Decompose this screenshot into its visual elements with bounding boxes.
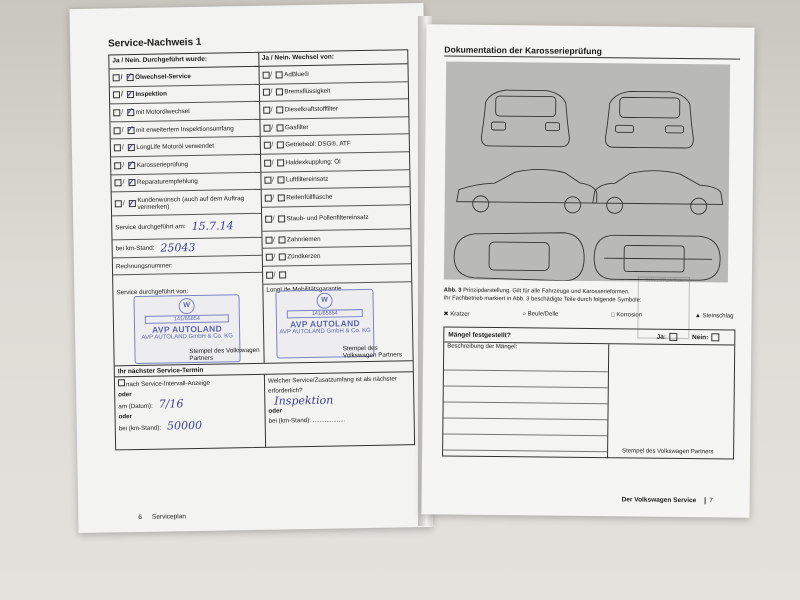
handwritten-next-km: 50000 xyxy=(166,418,203,433)
row-diesel-filter: / Dieselkraftstofffilter xyxy=(260,99,409,119)
checkbox-yes[interactable] xyxy=(265,215,272,222)
row-extended-inspection: / ✓ mit erweitertem Inspektionsumfang xyxy=(110,120,259,140)
vw-logo-icon: W xyxy=(179,298,195,314)
handwritten-next-service: Inspektion xyxy=(274,393,334,408)
left-page xyxy=(69,3,432,533)
checkbox[interactable] xyxy=(118,379,125,386)
checkbox-no[interactable] xyxy=(278,194,285,201)
checkbox-no[interactable] xyxy=(276,71,283,78)
performed-column xyxy=(109,53,262,287)
service-by-cell xyxy=(113,284,263,365)
service-record-form xyxy=(108,49,415,450)
checkbox-yes[interactable] xyxy=(114,127,121,134)
checkbox-yes[interactable] xyxy=(262,89,269,96)
damage-description: Beschreibung der Mängel: xyxy=(443,342,609,458)
checkbox-no[interactable] xyxy=(279,254,286,261)
checkbox-yes[interactable] xyxy=(113,109,120,116)
checkbox-yes[interactable] xyxy=(114,162,121,169)
checkbox-yes[interactable] xyxy=(264,177,271,184)
dealer-stamp: W 141/65854 AVP AUTOLAND AVP AUTOLAND GmbH & Co. KG xyxy=(275,288,374,358)
stamp-cell xyxy=(608,344,734,459)
checkbox-no[interactable] xyxy=(276,89,283,96)
checkbox-no[interactable] xyxy=(711,333,719,341)
checkbox-yes[interactable] xyxy=(113,74,120,81)
row-inspection: / ✓ Inspektion xyxy=(110,84,259,104)
checkbox-yes[interactable] xyxy=(263,124,270,131)
page-title: Dokumentation der Karosserieprüfung xyxy=(444,44,602,57)
service-by-label: Service durchgeführt von: xyxy=(116,287,189,296)
legend-corrosion: □ Korrosion xyxy=(611,312,643,319)
longlife-cell xyxy=(262,282,412,363)
car-outlines-icon xyxy=(444,62,730,283)
checkbox-yes[interactable] xyxy=(265,236,272,243)
row-adblue: / AdBlue® xyxy=(259,64,408,84)
row-gas-filter: / Gasfilter xyxy=(260,117,409,137)
left-footer: 6 Serviceplan xyxy=(138,513,186,522)
checkbox-yes[interactable] xyxy=(114,144,121,151)
next-service-header: Ihr nächster Service-Termin xyxy=(115,361,413,377)
row-haldex: / Haldexkupplung: Öl xyxy=(261,152,410,172)
replaced-header: Ja / Nein. Wechsel von: xyxy=(259,50,408,67)
handwritten-check-icon: ✓ xyxy=(126,125,135,136)
row-spark-plugs: / Zündkerzen xyxy=(262,247,411,267)
faint-stamp-imprint: AVP AUTOLAND xyxy=(637,277,690,340)
handwritten-check-icon: ✓ xyxy=(126,107,134,118)
checkbox-yes[interactable] xyxy=(113,92,120,99)
right-footer: Der Volkswagen Service 7 xyxy=(621,496,713,505)
right-page xyxy=(421,24,754,517)
row-pollen-filter: / Staub- und Pollenfiltereinsatz xyxy=(261,205,410,232)
checkbox-no[interactable] xyxy=(279,236,286,243)
row-invoice: Rechnungsnummer: xyxy=(113,256,262,276)
row-service-date: Service durchgeführt am: 15.7.14 xyxy=(112,214,261,241)
next-service-body xyxy=(115,372,414,449)
checkbox-no[interactable] xyxy=(277,142,284,149)
checkbox-yes[interactable] xyxy=(262,71,269,78)
row-tyre-bottle: / Reifenfüllflasche xyxy=(261,187,410,207)
longlife-label: LongLife Mobilitätsgarantie xyxy=(266,284,342,294)
performed-header: Ja / Nein. Durchgeführt wurde: xyxy=(109,53,258,70)
checkbox-yes[interactable] xyxy=(263,107,270,114)
checkbox-no[interactable] xyxy=(278,177,285,184)
dealer-stamp: W 141/65854 AVP AUTOLAND AVP AUTOLAND GmbH & Co. KG xyxy=(133,294,240,364)
checkbox-yes[interactable] xyxy=(264,159,271,166)
stamp-caption: Stempel des Volkswagen Partners xyxy=(189,346,260,362)
page-title: Service-Nachweis 1 xyxy=(107,36,202,50)
checkbox-yes[interactable] xyxy=(263,142,270,149)
checkbox-no[interactable] xyxy=(280,271,287,278)
checkbox-yes[interactable] xyxy=(669,333,677,341)
replaced-column xyxy=(258,50,412,284)
stamp-area xyxy=(113,282,412,366)
legend-stone-chip: ▲ Steinschlag xyxy=(694,313,734,320)
checkbox-yes[interactable] xyxy=(264,195,271,202)
damage-form: Mängel festgestellt? Ja: Nein: Beschreibung der Mängel: Stempel des Volkswagen Partners xyxy=(442,326,735,459)
checkbox-no[interactable] xyxy=(277,124,284,131)
checkbox-no[interactable] xyxy=(279,215,286,222)
row-oil-change: / ✓ mit Motorölwechsel xyxy=(110,102,259,122)
handwritten-check-icon: ✓ xyxy=(126,142,135,153)
checkbox-yes[interactable] xyxy=(114,180,121,187)
vw-logo-icon: W xyxy=(316,292,332,308)
handwritten-check-icon: ✓ xyxy=(127,198,136,209)
row-blank: / xyxy=(262,264,411,284)
legend-dent: ○ Beule/Delle xyxy=(522,311,559,318)
handwritten-km: 25043 xyxy=(160,240,196,255)
damage-question: Mängel festgestellt? xyxy=(448,331,511,339)
checkbox-yes[interactable] xyxy=(265,254,272,261)
row-body-check: / ✓ Karosserieprüfung xyxy=(111,155,260,175)
row-repair-recommendation: / ✓ Reparaturempfehlung xyxy=(111,172,260,192)
legend-scratch: ✖ Kratzer xyxy=(443,311,470,318)
row-gear-oil: / Getriebeöl: DSG®, ATF xyxy=(260,135,409,155)
car-body-diagram xyxy=(444,62,730,283)
row-timing-belt: / Zahnriemen xyxy=(262,229,411,249)
row-brake-fluid: / Bremsflüssigkeit xyxy=(259,82,408,102)
handwritten-check-icon: ✓ xyxy=(125,89,134,101)
handwritten-next-date: 7/16 xyxy=(158,396,184,411)
checkbox-no[interactable] xyxy=(277,106,284,113)
handwritten-check-icon: ✓ xyxy=(127,160,135,171)
handwritten-service-date: 15.7.14 xyxy=(191,219,234,234)
stamp-caption: Stempel des Volkswagen Partners xyxy=(342,344,403,359)
figure-caption: Abb. 3 Prinzipdarstellung. Gilt für alle Fahrzeuge und Karosserieformen. Ihr Fachbetrieb markiert in Abb. 3 beschädigte Teile durch folgende Symbole: xyxy=(443,287,642,304)
handwritten-check-icon: ✓ xyxy=(127,177,136,189)
checkbox-no[interactable] xyxy=(278,159,285,166)
damage-legend xyxy=(444,310,734,320)
stamp-caption: Stempel des Volkswagen Partners xyxy=(622,448,714,456)
checkbox-yes[interactable] xyxy=(266,271,273,278)
checkbox-yes[interactable] xyxy=(115,200,122,207)
row-longlife-oil: / ✓ LongLife Motoröl verwendet xyxy=(111,137,260,157)
next-service-left: nach Service-Intervall-Anzeige oder am (Datum): 7/16 oder bei (km-Stand): 50000 xyxy=(118,379,210,433)
row-oil-service: / ✓ Ölwechsel-Service xyxy=(110,67,259,87)
row-km: bei km-Stand: 25043 xyxy=(113,238,262,258)
row-air-filter: / Luftfiltereinsatz xyxy=(261,170,410,190)
row-customer-request: / ✓ Kundenwunsch (auch auf dem Auftrag vermerken) xyxy=(112,190,261,217)
next-service-right: Welcher Service/Zusatzumfang ist als nächster erforderlich? Inspektion oder bei (km-Stand): ................... xyxy=(264,372,414,447)
handwritten-check-icon: ✓ xyxy=(125,72,134,83)
